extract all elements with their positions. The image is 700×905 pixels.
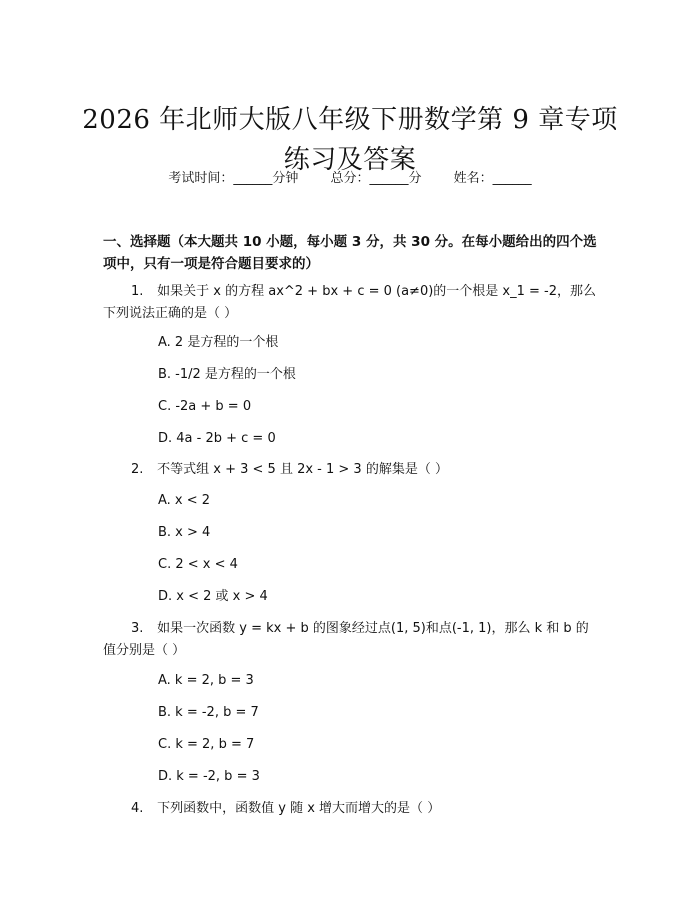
question-3-option-a: A. k = 2, b = 3 [158,673,254,688]
question-1-option-a: A. 2 是方程的一个根 [158,335,279,350]
question-2-option-c: C. 2 < x < 4 [158,557,238,572]
question-2-option-d: D. x < 2 或 x > 4 [158,589,268,604]
question-1-option-c: C. -2a + b = 0 [158,399,252,414]
question-2 [103,459,600,481]
question-1-option-b: B. -1/2 是方程的一个根 [158,367,296,382]
question-3-option-b: B. k = -2, b = 7 [158,705,259,720]
question-text: 如果一次函数 y = kx + b 的图象经过点(1, 5)和点(-1, 1)，那么 k 和 b 的值分别是（ ） [103,621,589,658]
exam-name-field: 姓名：______ [453,171,532,186]
question-3-option-c: C. k = 2, b = 7 [158,737,255,752]
exam-time-field: 考试时间：______分钟 [168,171,299,186]
section-heading-choice: 一、选择题（本大题共 10 小题，每小题 3 分，共 30 分。在每小题给出的四个选项中，只有一项是符合题目要求的） [103,234,597,272]
question-2-option-b: B. x > 4 [158,525,211,540]
question-number: 4. [131,801,144,816]
question-number: 2. [131,462,144,477]
question-1-option-d: D. 4a - 2b + c = 0 [158,431,276,446]
question-3 [103,618,600,662]
question-3-option-d: D. k = -2, b = 3 [158,769,260,784]
question-text: 不等式组 x + 3 < 5 且 2x - 1 > 3 的解集是（ ） [157,462,448,477]
document-title: 2026 年北师大版八年级下册数学第 9 章专项练习及答案 [82,105,618,176]
question-text: 下列函数中，函数值 y 随 x 增大而增大的是（ ） [157,801,441,816]
exam-score-field: 总分：______分 [330,171,422,186]
question-4 [103,798,600,820]
question-number: 1. [131,284,144,299]
question-text: 如果关于 x 的方程 ax^2 + bx + c = 0 (a≠0)的一个根是 x_1 = -2，那么下列说法正确的是（ ） [103,284,597,321]
question-2-option-a: A. x < 2 [158,493,211,508]
question-1 [103,281,600,325]
exam-info [0,170,700,188]
question-number: 3. [131,621,144,636]
